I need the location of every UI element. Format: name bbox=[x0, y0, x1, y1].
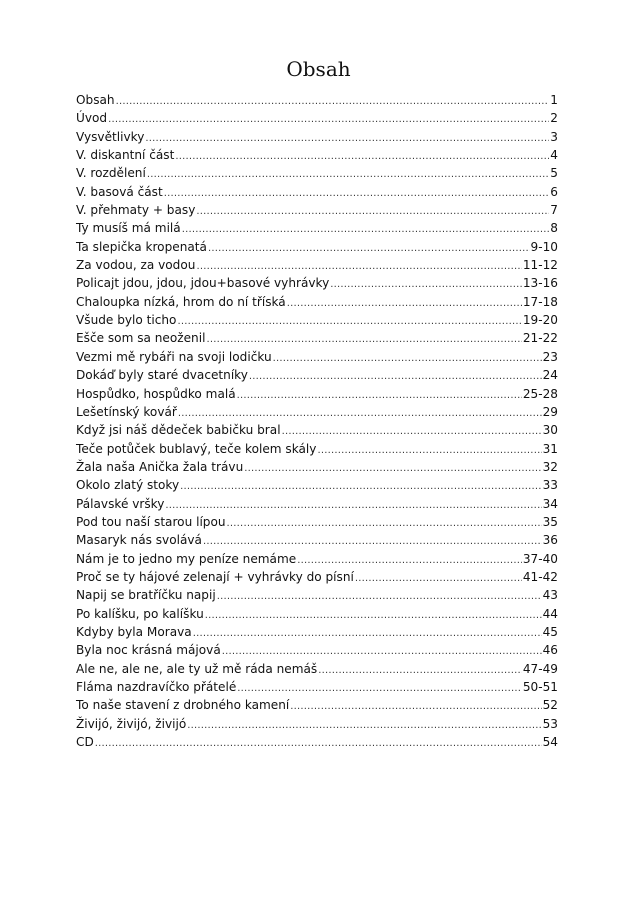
toc-entry-page-number: 19-20 bbox=[522, 313, 558, 328]
toc-entry bbox=[76, 183, 558, 201]
toc-entry bbox=[76, 256, 558, 274]
toc-entry bbox=[76, 476, 558, 494]
toc-entry-title: Proč se ty hájové zelenají + vyhrávky do písní bbox=[76, 569, 354, 584]
toc-entry bbox=[76, 201, 558, 219]
toc-entry-page-number: 9-10 bbox=[530, 239, 558, 254]
toc-entry-page-number: 2 bbox=[550, 111, 558, 126]
toc-entry-page-number: 24 bbox=[542, 368, 558, 383]
toc-entry-title: Policajt jdou, jdou, jdou+basové vyhrávky bbox=[76, 276, 330, 291]
toc-dot-leader bbox=[116, 93, 550, 111]
toc-entry bbox=[76, 109, 558, 127]
toc-dot-leader bbox=[297, 552, 522, 570]
toc-entry-page-number: 8 bbox=[550, 221, 558, 236]
toc-entry-title: Napij se bratříčku napij bbox=[76, 588, 216, 603]
toc-entry bbox=[76, 366, 558, 384]
toc-entry bbox=[76, 293, 558, 311]
toc-entry-title: Ale ne, ale ne, ale ty už mě ráda nemáš bbox=[76, 661, 318, 676]
toc-dot-leader bbox=[206, 331, 521, 349]
toc-entry bbox=[76, 623, 558, 641]
toc-entry-title: Vysvětlivky bbox=[76, 129, 145, 144]
toc-entry bbox=[76, 678, 558, 696]
toc-entry-title: Masaryk nás svolává bbox=[76, 533, 202, 548]
toc-dot-leader bbox=[237, 680, 522, 698]
toc-entry bbox=[76, 733, 558, 751]
toc-entry-page-number: 7 bbox=[550, 203, 558, 218]
toc-dot-leader bbox=[287, 295, 522, 313]
toc-entry bbox=[76, 715, 558, 733]
toc-dot-leader bbox=[196, 203, 549, 221]
toc-entry-title: CD bbox=[76, 735, 94, 750]
toc-entry-title: Pod tou naší starou lípou bbox=[76, 514, 226, 529]
toc-entry-page-number: 13-16 bbox=[522, 276, 558, 291]
toc-entry-page-number: 3 bbox=[550, 129, 558, 144]
toc-entry-title: Kdyby byla Morava bbox=[76, 624, 192, 639]
toc-dot-leader bbox=[147, 166, 549, 184]
toc-entry bbox=[76, 531, 558, 549]
toc-entry-page-number: 25-28 bbox=[522, 386, 558, 401]
toc-entry-title: V. diskantní část bbox=[76, 148, 175, 163]
toc-entry-title: Dokáď byly staré dvacetníky bbox=[76, 368, 248, 383]
toc-entry-page-number: 45 bbox=[542, 624, 558, 639]
toc-entry bbox=[76, 696, 558, 714]
toc-entry bbox=[76, 605, 558, 623]
toc-entry-page-number: 37-40 bbox=[522, 551, 558, 566]
toc-dot-leader bbox=[177, 313, 521, 331]
toc-entry-title: Žala naša Anička žala trávu bbox=[76, 459, 244, 474]
toc-entry bbox=[76, 128, 558, 146]
toc-entry-page-number: 34 bbox=[542, 496, 558, 511]
toc-entry-page-number: 11-12 bbox=[522, 258, 558, 273]
toc-entry-page-number: 32 bbox=[542, 459, 558, 474]
toc-entry bbox=[76, 403, 558, 421]
toc-entry-page-number: 29 bbox=[542, 404, 558, 419]
toc-entry-title: Když jsi náš dědeček babičku bral bbox=[76, 423, 281, 438]
toc-dot-leader bbox=[187, 717, 541, 735]
toc-entry-page-number: 52 bbox=[542, 698, 558, 713]
toc-dot-leader bbox=[227, 515, 542, 533]
toc-entry-title: Fláma nazdravíčko přátelé bbox=[76, 680, 237, 694]
toc-entry bbox=[76, 641, 558, 659]
toc-entry-page-number: 5 bbox=[550, 166, 558, 181]
toc-dot-leader bbox=[237, 387, 522, 405]
toc-entry-title: Okolo zlatý stoky bbox=[76, 478, 180, 493]
toc-dot-leader bbox=[355, 570, 522, 588]
toc-dot-leader bbox=[95, 735, 542, 753]
toc-dot-leader bbox=[196, 258, 521, 276]
toc-entry bbox=[76, 146, 558, 164]
toc-dot-leader bbox=[273, 350, 542, 368]
toc-entry-title: Nám je to jedno my peníze nemáme bbox=[76, 551, 297, 566]
toc-dot-leader bbox=[317, 442, 541, 460]
toc-entry-page-number: 30 bbox=[542, 423, 558, 438]
toc-entry-page-number: 36 bbox=[542, 533, 558, 548]
toc-entry-page-number: 31 bbox=[542, 441, 558, 456]
toc-entry bbox=[76, 660, 558, 678]
toc-entry-title: Ty musíš má milá bbox=[76, 221, 181, 236]
toc-entry-title: Ešče som sa neoženil bbox=[76, 331, 206, 346]
toc-entry bbox=[76, 311, 558, 329]
toc-entry-page-number: 50-51 bbox=[522, 680, 558, 694]
toc-dot-leader bbox=[244, 460, 541, 478]
toc-entry-page-number: 6 bbox=[550, 184, 558, 199]
toc-dot-leader bbox=[208, 240, 530, 258]
toc-entry bbox=[76, 385, 558, 403]
toc-entry-page-number: 23 bbox=[542, 349, 558, 364]
toc-entry-page-number: 33 bbox=[542, 478, 558, 493]
toc-entry-title: Obsah bbox=[76, 93, 115, 107]
toc-entry bbox=[76, 421, 558, 439]
table-of-contents bbox=[76, 91, 558, 751]
toc-dot-leader bbox=[330, 276, 522, 294]
toc-entry-title: Po kalíšku, po kalíšku bbox=[76, 606, 204, 621]
toc-entry-title: Vezmi mě rybáři na svoji lodičku bbox=[76, 349, 272, 364]
toc-entry bbox=[76, 568, 558, 586]
toc-entry-title: V. rozdělení bbox=[76, 166, 146, 181]
toc-entry bbox=[76, 495, 558, 513]
toc-entry-page-number: 41-42 bbox=[522, 569, 558, 584]
toc-dot-leader bbox=[217, 588, 542, 606]
toc-entry-title: Hospůdko, hospůdko malá bbox=[76, 386, 236, 401]
toc-dot-leader bbox=[205, 607, 542, 625]
toc-entry-page-number: 46 bbox=[542, 643, 558, 658]
toc-entry bbox=[76, 513, 558, 531]
toc-entry-title: Byla noc krásná májová bbox=[76, 643, 221, 658]
toc-entry bbox=[76, 550, 558, 568]
toc-dot-leader bbox=[178, 405, 542, 423]
toc-entry-title: To naše stavení z drobného kamení bbox=[76, 698, 290, 713]
toc-entry-page-number: 17-18 bbox=[522, 294, 558, 309]
toc-dot-leader bbox=[164, 185, 550, 203]
toc-entry-title: Živijó, živijó, živijó bbox=[76, 716, 187, 731]
toc-entry bbox=[76, 440, 558, 458]
toc-entry-title: Chaloupka nízká, hrom do ní tříská bbox=[76, 294, 286, 309]
toc-entry-page-number: 35 bbox=[542, 514, 558, 529]
toc-entry bbox=[76, 219, 558, 237]
toc-entry-title: Ta slepička kropenatá bbox=[76, 239, 207, 254]
toc-dot-leader bbox=[222, 643, 542, 661]
toc-entry bbox=[76, 238, 558, 256]
toc-dot-leader bbox=[165, 497, 541, 515]
toc-entry bbox=[76, 164, 558, 182]
toc-dot-leader bbox=[108, 111, 549, 129]
toc-entry-title: Lešetínský kovář bbox=[76, 404, 177, 419]
toc-entry-page-number: 21-22 bbox=[522, 331, 558, 346]
toc-entry bbox=[76, 586, 558, 604]
toc-dot-leader bbox=[145, 130, 549, 148]
toc-dot-leader bbox=[290, 698, 541, 716]
toc-dot-leader bbox=[282, 423, 542, 441]
toc-entry-title: Za vodou, za vodou bbox=[76, 258, 196, 273]
toc-entry-page-number: 47-49 bbox=[522, 661, 558, 676]
toc-entry-title: V. přehmaty + basy bbox=[76, 203, 196, 218]
toc-dot-leader bbox=[318, 662, 522, 680]
toc-entry-title: Všude bylo ticho bbox=[76, 313, 177, 328]
toc-dot-leader bbox=[175, 148, 549, 166]
toc-dot-leader bbox=[193, 625, 542, 643]
toc-entry-title: Pálavské vršky bbox=[76, 496, 165, 511]
toc-dot-leader bbox=[203, 533, 542, 551]
toc-entry bbox=[76, 91, 558, 109]
toc-entry-page-number: 53 bbox=[542, 716, 558, 731]
toc-dot-leader bbox=[182, 221, 550, 239]
toc-entry bbox=[76, 274, 558, 292]
toc-entry-title: V. basová část bbox=[76, 184, 163, 199]
toc-entry-title: Úvod bbox=[76, 111, 108, 126]
toc-entry-page-number: 44 bbox=[542, 606, 558, 621]
toc-entry bbox=[76, 458, 558, 476]
page-title: Obsah bbox=[286, 57, 351, 81]
toc-entry-title: Teče potůček bublavý, teče kolem skály bbox=[76, 441, 317, 456]
toc-dot-leader bbox=[249, 368, 542, 386]
toc-entry-page-number: 54 bbox=[542, 735, 558, 750]
toc-entry bbox=[76, 329, 558, 347]
toc-entry-page-number: 4 bbox=[550, 148, 558, 163]
toc-dot-leader bbox=[180, 478, 541, 496]
toc-entry-page-number: 43 bbox=[542, 588, 558, 603]
toc-entry bbox=[76, 348, 558, 366]
toc-entry-page-number: 1 bbox=[550, 93, 558, 107]
